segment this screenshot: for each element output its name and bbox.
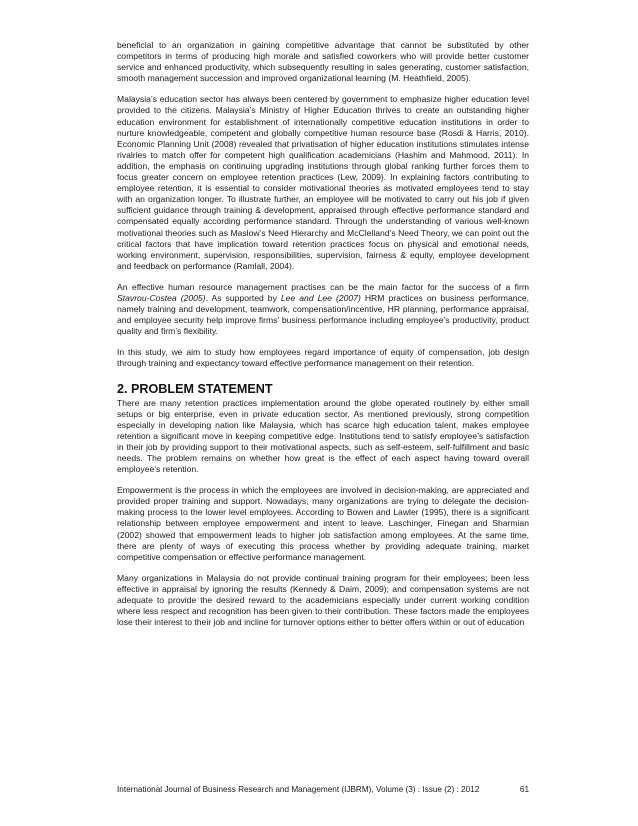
para3-text-c: . As supported by xyxy=(205,292,281,303)
paragraph-hrm-practices xyxy=(117,282,529,337)
paragraph-intro-1: beneficial to an organization in gaining competitive advantage that cannot be substituted by other competitors in terms of producing high morale and satisfied coworkers who will provide better customer service and enhanced productivity, which subsequently resulting in sales generating, customer satisfaction, smooth management succession and improved organizational learning (M. Heathfield, 2005). xyxy=(117,40,529,84)
para3-text-a: An effective human resource management practises can be the main factor for the success of a firm xyxy=(117,281,529,292)
paragraph-problem-2: Empowerment is the process in which the employees are involved in decision-making, are appreciated and provided proper training and support. Nowadays, many organizations are trying to delegate the decision-making process to the lower level employees. According to Bowen and Lawler (1995), there is a significant relationship between employee empowerment and intent to leave. Laschinger, Finegan and Sharmian (2002) showed that empowerment leads to higher job satisfaction among employees. At the same time, there are plenty of ways of executing this process whether by providing adequate training, market competitive compensation or effective performance management. xyxy=(117,485,529,562)
journal-citation: International Journal of Business Research and Management (IJBRM), Volume (3) : Issue (2) : 2012 xyxy=(117,785,480,794)
paragraph-intro-2: Malaysia’s education sector has always been centered by government to emphasize higher education level provided to the citizens. Malaysia’s Ministry of Higher Education thrives to create an outstanding higher education environment for establishment of internationally competitive education institutions in order to nurture knowledgeable, competent and globally competitive human resource base (Rosdi & Harris, 2010). Economic Planning Unit (2008) revealed that privatisation of higher education institutions stimulates intense rivalries to match offer for competent high qualification academicians (Hashim and Mahmood, 2011). In addition, the emphasis on continuing upgrading institutions through global ranking further forces them to focus greater concern on employee retention practices (Lew, 2009). In explaining factors contributing to employee retention, it is essential to consider motivational theories as motivated employees tend to stay with an organization longer. To illustrate further, an employee will be motivated to carry out his job if given sufficient guidance through training & development, appraised through effective performance standard and compensated equally according performance standard. Through the understanding of various well-known motivational theories such as Maslow’s Need Hierarchy and McClelland’s Need Theory, we can point out the critical factors that have implication toward retention practices focus on physical and emotional needs, working environment, supervision, responsibilities, supervision, fairness & equity, employee development and feedback on performance (Ramlall, 2004). xyxy=(117,94,529,271)
para3-text-e: HRM practices on business performance, namely training and development, teamwork, compensation/incentive, HR planning, performance appraisal, and employee security help improve firms’ business performance including employee’s productivity, product quality and firm’s flexibility. xyxy=(117,292,529,337)
section-heading: 2. PROBLEM STATEMENT xyxy=(117,381,273,396)
page-footer xyxy=(117,785,529,795)
citation-stavrou: Stavrou-Costea (2005) xyxy=(117,292,206,303)
citation-lee: Lee and Lee (2007) xyxy=(280,292,361,303)
paragraph-problem-1: There are many retention practices implementation around the globe operated routinely by either small setups or big enterprise, even in private education sector. As mentioned previously, strong competition especially in developing nation like Malaysia, which has scarce high education talent, makes employee retention a significant move in keeping competitive edge. Institutions tend to satisfy employee’s satisfaction in their job by providing support to their motivational aspects, such as self-esteem, self-fulfillment and basic needs. The problem remains on whether how great is the effect of each aspect having toward overall employee’s retention. xyxy=(117,397,529,475)
paragraph-problem-3: Many organizations in Malaysia do not provide continual training program for their employees; been less effective in appraisal by ignoring the results (Kennedy & Daim, 2009); and compensation systems are not adequate to provide the desired reward to the academicians especially under current working condition where less respect and recognition has been given to their contribution. These factors made the employees lose their interest to their job and incline for turnover options either to better offers within or out of education xyxy=(117,572,529,628)
paragraph-study-aim: In this study, we aim to study how employees regard importance of equity of compensation, job design through training and expectancy toward effective performance management on their retention. xyxy=(117,347,529,369)
page-body xyxy=(117,40,529,638)
page-number: 61 xyxy=(519,785,529,794)
